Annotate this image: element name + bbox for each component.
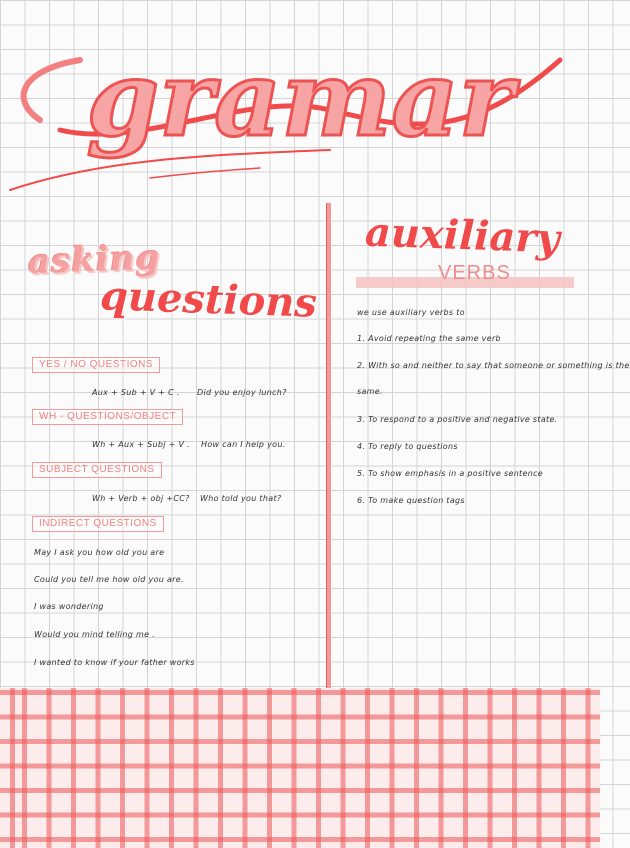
wh-object-example: How can I help you. xyxy=(201,440,286,449)
yes-no-example: Did you enjoy lunch? xyxy=(197,388,287,397)
aux-rule-6: 6. To make question tags xyxy=(357,496,465,505)
plaid-decoration xyxy=(0,688,600,848)
aux-rule-2: 2. With so and neither to say that someone or something is the xyxy=(357,361,630,370)
subject-formula: Wh + Verb + obj +CC? xyxy=(92,494,190,503)
wh-object-questions-label: WH - QUESTIONS/OBJECT xyxy=(32,409,183,425)
yes-no-formula: Aux + Sub + V + C . xyxy=(92,388,180,397)
indirect-example-2: Could you tell me how old you are. xyxy=(34,575,184,584)
aux-rule-4: 4. To reply to questions xyxy=(357,442,458,451)
aux-rule-2-cont: same. xyxy=(357,387,383,396)
center-divider xyxy=(326,203,331,691)
auxiliary-heading: auxiliary xyxy=(364,208,561,263)
indirect-questions-label: INDIRECT QUESTIONS xyxy=(32,516,164,532)
subject-example: Who told you that? xyxy=(200,494,282,503)
title-text: gramar xyxy=(86,37,514,160)
asking-heading: asking xyxy=(27,237,161,283)
wh-object-formula: Wh + Aux + Subj + V . xyxy=(92,440,190,449)
aux-rule-3: 3. To respond to a positive and negative state. xyxy=(357,415,558,424)
indirect-example-1: May I ask you how old you are xyxy=(34,548,165,557)
aux-intro: we use auxiliary verbs to xyxy=(357,308,465,317)
aux-rule-1: 1. Avoid repeating the same verb xyxy=(357,334,501,343)
aux-rule-5: 5. To show emphasis in a positive sentence xyxy=(357,469,544,478)
subject-questions-label: SUBJECT QUESTIONS xyxy=(32,462,162,478)
indirect-example-4: Would you mind telling me . xyxy=(34,630,155,639)
questions-heading: questions xyxy=(99,272,318,327)
indirect-example-3: I was wondering xyxy=(34,602,104,611)
page-title-area xyxy=(0,0,600,200)
title-lettering xyxy=(0,0,600,200)
indirect-example-5: I wanted to know if your father works xyxy=(34,658,195,667)
yes-no-questions-label: YES / NO QUESTIONS xyxy=(32,357,160,373)
verbs-heading: VERBS xyxy=(438,262,511,284)
